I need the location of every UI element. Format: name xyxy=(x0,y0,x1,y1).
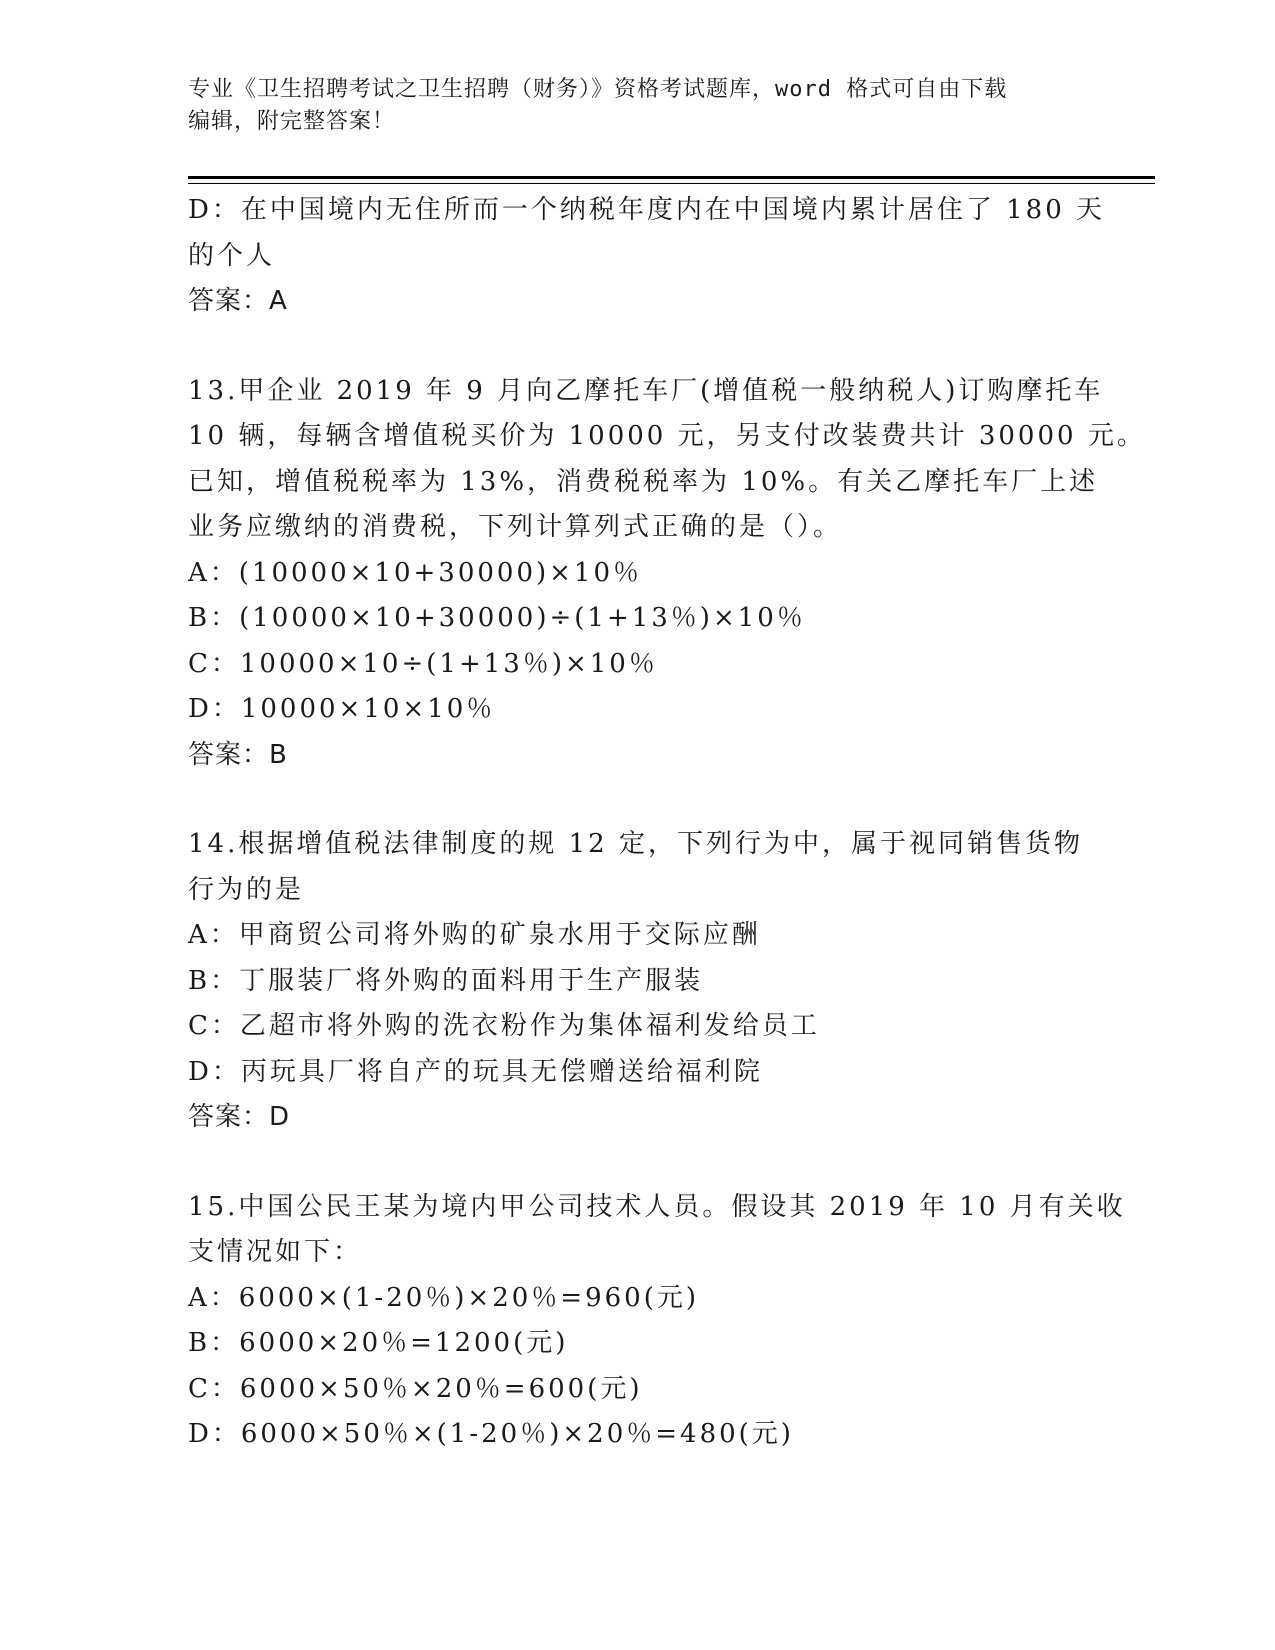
question-text-line: 14.根据增值税法律制度的规 12 定，下列行为中，属于视同销售货物 xyxy=(188,829,1083,859)
answer-label: 答案：D xyxy=(188,1102,291,1132)
option-d: D：丙玩具厂将自产的玩具无偿赠送给福利院 xyxy=(188,1056,763,1087)
question-block-13 xyxy=(188,369,1146,779)
question-text-line: 已知，增值税税率为 13%，消费税税率为 10%。有关乙摩托车厂上述 xyxy=(188,466,1099,497)
option-c: C：乙超市将外购的洗衣粉作为集体福利发给员工 xyxy=(188,1011,820,1041)
option-b: B：丁服装厂将外购的面料用于生产服装 xyxy=(188,965,704,996)
header-line-1: 专业《卫生招聘考试之卫生招聘（财务）》资格考试题库，word 格式可自由下载 xyxy=(188,77,1008,102)
option-b: B：(10000×10+30000)÷(1+13％)×10％ xyxy=(188,603,806,633)
option-c: C：6000×50％×20％=600(元) xyxy=(188,1373,643,1404)
question-text-line: 支情况如下： xyxy=(188,1237,363,1267)
option-b: B：6000×20％=1200(元) xyxy=(188,1328,569,1358)
option-d: D：10000×10×10％ xyxy=(188,694,496,724)
option-a: A：6000×(1-20％)×20％=960(元) xyxy=(188,1282,699,1313)
question-text-line: 的个人 xyxy=(188,240,276,271)
document-header xyxy=(188,74,1068,138)
answer-label: 答案：A xyxy=(188,286,288,316)
question-text-line: D：在中国境内无住所而一个纳税年度内在中国境内累计居住了 180 天 xyxy=(188,195,1106,225)
header-line-2: 编辑，附完整答案！ xyxy=(188,109,396,134)
question-text-line: 业务应缴纳的消费税，下列计算列式正确的是（）。 xyxy=(188,512,843,542)
question-block-14 xyxy=(188,822,1088,1141)
question-block-12 xyxy=(188,188,1106,325)
header-divider-thick xyxy=(188,176,1155,179)
option-c: C：10000×10÷(1+13％)×10％ xyxy=(188,648,658,679)
answer-label: 答案：B xyxy=(188,739,288,770)
question-block-15 xyxy=(188,1185,1126,1458)
header-divider-thin xyxy=(188,183,1155,184)
question-text-line: 10 辆，每辆含增值税买价为 10000 元，另支付改装费共计 30000 元。 xyxy=(188,421,1146,451)
option-a: A：甲商贸公司将外购的矿泉水用于交际应酬 xyxy=(188,920,761,950)
option-a: A：(10000×10+30000)×10％ xyxy=(188,557,643,588)
option-d: D：6000×50％×(1-20％)×20％=480(元) xyxy=(188,1419,794,1449)
question-list xyxy=(188,188,1146,1458)
question-text-line: 13.甲企业 2019 年 9 月向乙摩托车厂(增值税一般纳税人)订购摩托车 xyxy=(188,375,1104,406)
question-text-line: 15.中国公民王某为境内甲公司技术人员。假设其 2019 年 10 月有关收 xyxy=(188,1191,1126,1222)
question-text-line: 行为的是 xyxy=(188,874,305,905)
